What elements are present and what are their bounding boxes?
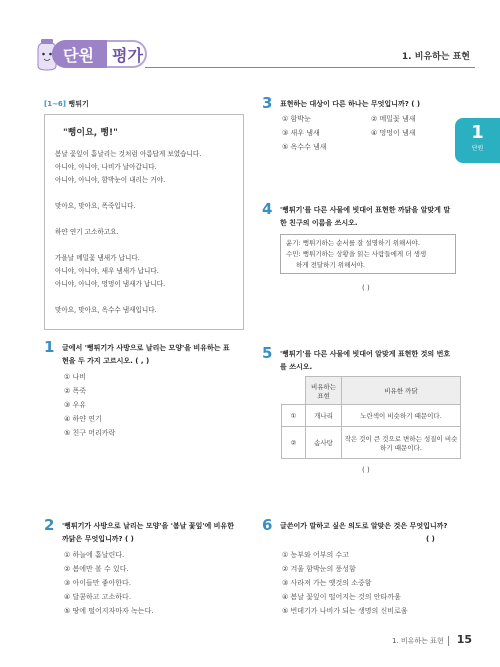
option[interactable]: ⑤ 번데기가 나비가 되는 생명의 신비로움 bbox=[282, 607, 408, 615]
option[interactable]: ② 봄에만 볼 수 있다. bbox=[64, 565, 129, 573]
page-footer bbox=[392, 633, 472, 646]
question-text: '뻥튀기가 사방으로 날리는 모양'을 '봄날 꽃잎'에 비유한 까닭은 무엇입니까? ( ) bbox=[62, 522, 234, 543]
passage-line: 맞아요, 맞아요, 옥수수 냄새입니다. bbox=[55, 306, 157, 314]
answer-blank[interactable]: ( ) bbox=[362, 284, 370, 292]
unit-title: 1. 비유하는 표현 bbox=[401, 52, 470, 62]
option[interactable]: ④ 달콤하고 고소하다. bbox=[64, 593, 132, 601]
option[interactable]: ⑤ 땅에 떨어지자마자 녹는다. bbox=[64, 607, 154, 615]
question-number: 3 bbox=[262, 94, 273, 112]
passage-line: 가을날 메밀꽃 냄새가 납니다. bbox=[55, 254, 140, 262]
option[interactable]: ③ 새우 냄새 bbox=[282, 129, 320, 137]
option[interactable]: ④ 멍멍이 냄새 bbox=[371, 129, 416, 137]
chapter-tab[interactable] bbox=[455, 118, 500, 163]
header-divider bbox=[145, 67, 475, 68]
answer-blank[interactable]: ( ) bbox=[362, 466, 370, 474]
page-title-part1: 단원 bbox=[63, 46, 94, 65]
question-number: 2 bbox=[44, 516, 55, 534]
option[interactable]: ① 농부와 어부의 수고 bbox=[282, 551, 350, 559]
question-number: 4 bbox=[262, 200, 273, 218]
passage-range bbox=[44, 99, 89, 109]
table-row: ② 솜사탕 작은 것이 큰 것으로 변하는 성질이 비슷하기 때문이다. bbox=[282, 427, 461, 459]
answer-blank[interactable]: ( ) bbox=[426, 535, 435, 543]
passage-line: 아니야, 아니야, 함박눈이 내리는 거야. bbox=[55, 176, 166, 184]
passage-line: 아니야, 아니야, 나비가 날아갑니다. bbox=[55, 163, 157, 171]
option[interactable]: ⑤ 친구 머리카락 bbox=[64, 429, 116, 437]
passage-title: "뻥이요, 뻥!" bbox=[63, 128, 118, 138]
table-row: ① 개나리 노란색이 비슷하기 때문이다. bbox=[282, 405, 461, 427]
passage-range-label: [1~6] bbox=[44, 100, 67, 108]
chapter-tab-label: 단원 bbox=[471, 145, 484, 152]
option[interactable]: ② 메밀꽃 냄새 bbox=[371, 115, 416, 123]
page-header bbox=[0, 0, 500, 80]
table-header-expression: 비유하는 표현 bbox=[306, 377, 342, 405]
chapter-tab-number: 1 bbox=[471, 122, 484, 143]
footer-section: 1. 비유하는 표현 bbox=[391, 637, 444, 645]
passage-line: 아니야, 아니야, 새우 냄새가 납니다. bbox=[55, 267, 159, 275]
option[interactable]: ② 폭죽 bbox=[64, 387, 87, 395]
passage-line: 맞아요, 맞아요, 폭죽입니다. bbox=[55, 202, 136, 210]
page-title-part2: 평가 bbox=[112, 46, 143, 65]
passage-line: 봄날 꽃잎이 흩날리는 것처럼 아름답게 보였습니다. bbox=[55, 150, 202, 158]
option[interactable]: ⑤ 옥수수 냄새 bbox=[282, 143, 327, 151]
option[interactable]: ④ 봄날 꽃잎이 떨어지는 것의 안타까움 bbox=[282, 593, 401, 601]
option[interactable]: ④ 하얀 연기 bbox=[64, 415, 102, 423]
passage-line: 아니야, 아니야, 멍멍이 냄새가 납니다. bbox=[55, 280, 166, 288]
option[interactable]: ③ 사라져 가는 옛것의 소중함 bbox=[282, 579, 372, 587]
question-text: 글에서 '뻥튀기가 사방으로 날리는 모양'을 비유하는 표 현을 두 가지 고르시오. ( , ) bbox=[62, 344, 230, 365]
option[interactable]: ③ 우유 bbox=[64, 401, 87, 409]
question-number: 6 bbox=[262, 516, 273, 534]
option[interactable]: ② 겨울 함박눈의 풍성함 bbox=[282, 565, 356, 573]
option[interactable]: ① 함박눈 bbox=[282, 115, 311, 123]
question-text: '뻥튀기'를 다른 사물에 빗대어 알맞게 표현한 것의 번호 를 쓰시오. bbox=[280, 350, 451, 371]
page-number: 15 bbox=[456, 633, 472, 646]
option[interactable]: ① 나비 bbox=[64, 373, 87, 381]
question-number: 5 bbox=[262, 344, 273, 362]
question-text: 글쓴이가 말하고 싶은 의도로 알맞은 것은 무엇입니까? bbox=[280, 522, 448, 530]
passage-range-title: 뻥튀기 bbox=[68, 100, 89, 108]
passage-line: 하얀 연기 고소하고요. bbox=[55, 228, 119, 236]
question-number: 1 bbox=[44, 338, 55, 356]
answer-table bbox=[281, 376, 461, 459]
passage-box bbox=[44, 114, 244, 330]
question-text: '뻥튀기'를 다른 사물에 빗대어 표현한 까닭을 알맞게 말 한 친구의 이름을 쓰시오. bbox=[280, 206, 451, 227]
option[interactable]: ① 하늘에 흩날린다. bbox=[64, 551, 125, 559]
table-header-reason: 비유한 까닭 bbox=[342, 377, 461, 405]
question-text: 표현하는 대상이 다른 하나는 무엇입니까? ( ) bbox=[280, 100, 421, 108]
option[interactable]: ③ 아이들만 좋아한다. bbox=[64, 579, 132, 587]
dialogue-box: 윤기: 뻥튀기하는 순서를 잘 설명하기 위해서야. 수민: 뻥튀기하는 상황을 읽는 사람들에게 더 생생 하게 전달하기 위해서야. bbox=[280, 234, 456, 274]
